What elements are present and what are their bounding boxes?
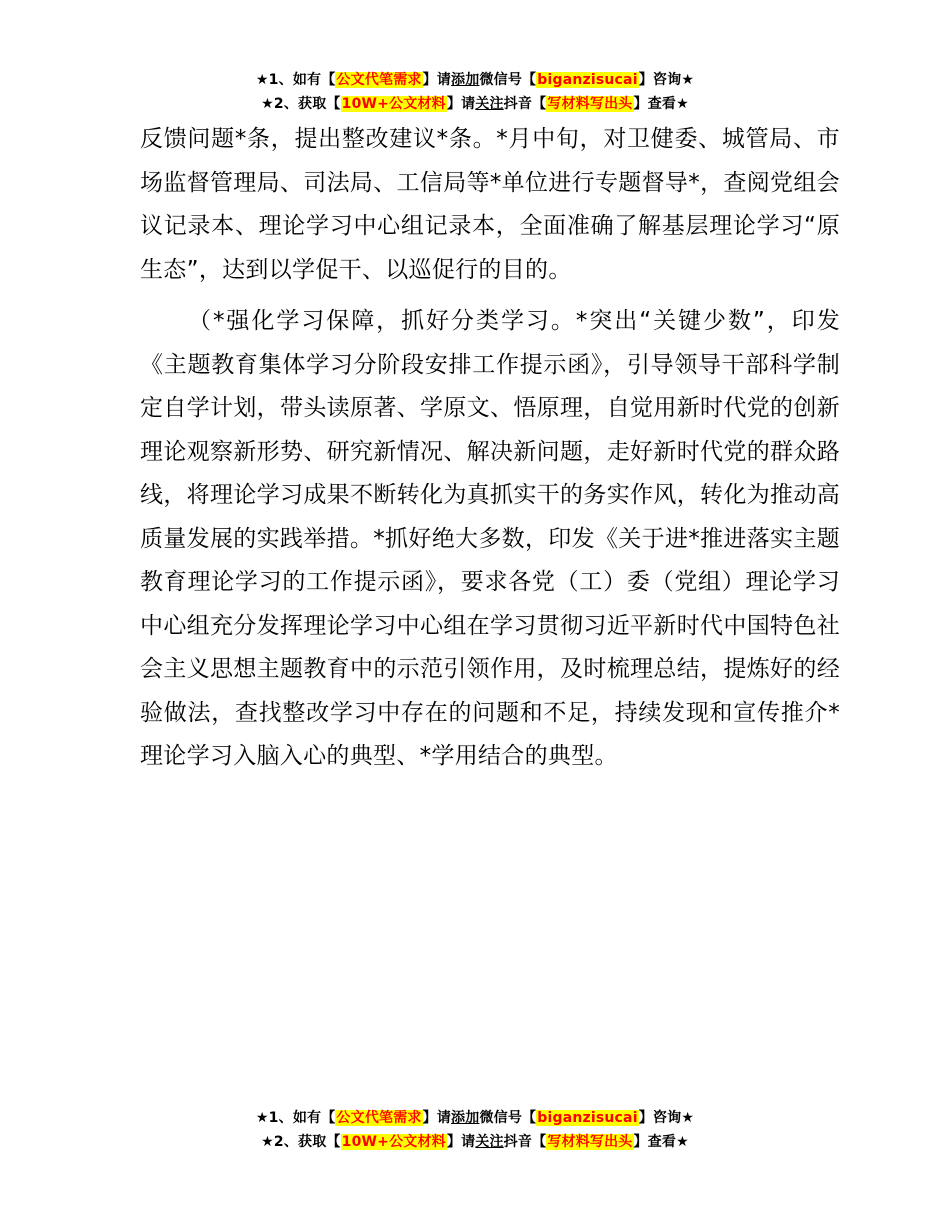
document-body [140, 118, 840, 779]
banner-text: 2、获取【 [273, 1134, 341, 1150]
banner-text: 】咨询 [638, 1110, 682, 1126]
underline-follow: 关注 [475, 96, 504, 112]
highlight-service: 公文代笔需求 [336, 1110, 422, 1126]
highlight-douyin-account: 写材料写出头 [547, 96, 633, 112]
underline-add: 添加 [451, 1110, 480, 1126]
star-icon: ★ [255, 1110, 269, 1126]
star-icon: ★ [681, 1110, 695, 1126]
banner-text: 1、如有【 [268, 72, 336, 88]
star-icon: ★ [261, 96, 274, 112]
banner-text: 1、如有【 [268, 1110, 336, 1126]
body-paragraph-1: 反馈问题*条，提出整改建议*条。*月中旬，对卫健委、城管局、市场监督管理局、司法局、工信局等*单位进行专题督导*，查阅党组会议记录本、理论学习中心组记录本，全面准确了解基层理论学习“原生态”，达到以学促干、以巡促行的目的。 [140, 126, 840, 283]
banner-text: 】查看 [633, 1134, 677, 1150]
banner-line-1 [0, 1106, 950, 1130]
banner-line-2 [0, 1130, 950, 1154]
star-icon: ★ [681, 72, 695, 88]
banner-line-1 [0, 68, 950, 92]
star-icon: ★ [676, 1134, 689, 1150]
banner-text: 微信号【 [479, 1110, 537, 1126]
underline-follow: 关注 [475, 1134, 504, 1150]
banner-text: 抖音【 [503, 1134, 547, 1150]
banner-line-2 [0, 92, 950, 116]
banner-text: 】请 [422, 72, 452, 88]
body-paragraph-2: （*强化学习保障，抓好分类学习。*突出“关键少数”，印发《主题教育集体学习分阶段安排工作提示函》，引导领导干部科学制定自学计划，带头读原著、学原文、悟原理，自觉用新时代党的创新理论观察新形势、研究新情况、解决新问题，走好新时代党的群众路线，将理论学习成果不断转化为真抓实干的务实作风，转化为推动高质量发展的实践举措。*抓好绝大多数，印发《关于进*推进落实主题教育理论学习的工作提示函》，要求各党（工）委（党组）理论学习中心组充分发挥理论学习中心组在学习贯彻习近平新时代中国特色社会主义思想主题教育中的示范引领作用，及时梳理总结，提炼好的经验做法，查找整改学习中存在的问题和不足，持续发现和宣传推介*理论学习入脑入心的典型、*学用结合的典型。 [140, 308, 840, 769]
star-icon: ★ [676, 96, 689, 112]
footer-banner [0, 1106, 950, 1154]
banner-text: 】咨询 [638, 72, 682, 88]
highlight-wechat-id: biganzisucai [537, 72, 638, 88]
banner-text: 】查看 [633, 96, 677, 112]
banner-text: 】请 [422, 1110, 452, 1126]
highlight-materials: 10W+公文材料 [341, 1134, 446, 1150]
highlight-materials: 10W+公文材料 [341, 96, 446, 112]
star-icon: ★ [261, 1134, 274, 1150]
banner-text: 抖音【 [503, 96, 547, 112]
star-icon: ★ [255, 72, 269, 88]
highlight-service: 公文代笔需求 [336, 72, 422, 88]
highlight-douyin-account: 写材料写出头 [547, 1134, 633, 1150]
banner-text: 2、获取【 [273, 96, 341, 112]
underline-add: 添加 [451, 72, 480, 88]
banner-text: 】请 [446, 96, 476, 112]
header-banner [0, 68, 950, 116]
highlight-wechat-id: biganzisucai [537, 1110, 638, 1126]
banner-text: 微信号【 [479, 72, 537, 88]
banner-text: 】请 [446, 1134, 476, 1150]
